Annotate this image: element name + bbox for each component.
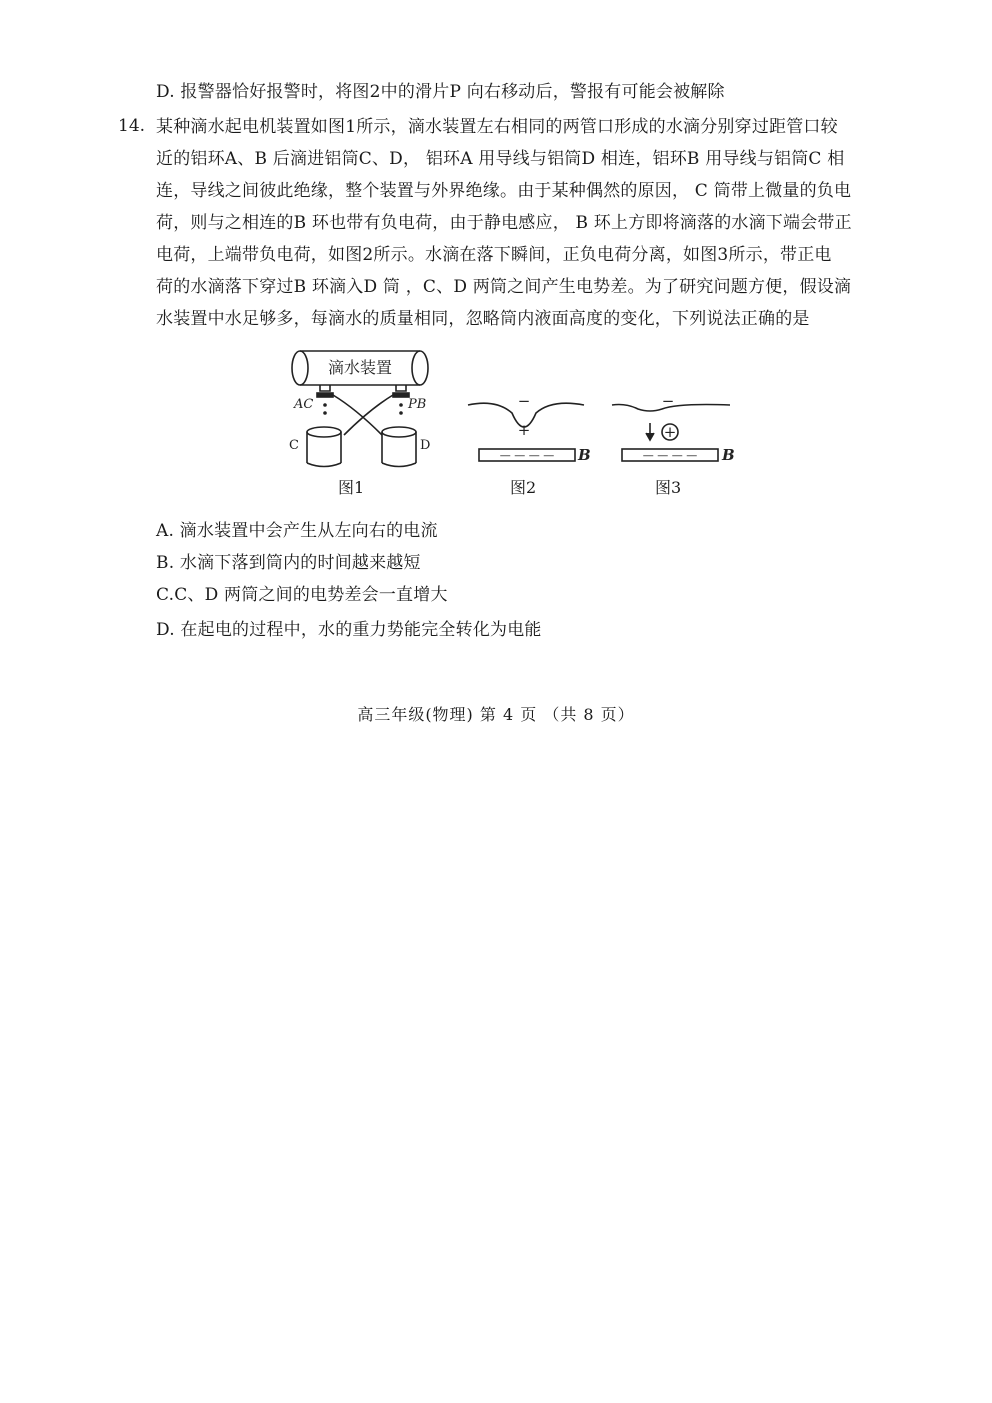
question-text-line: 近的铝环A、B 后滴进铝筒C、D， 铝环A 用导线与铝筒D 相连，铝环B 用导线与铝筒C 相 <box>156 149 845 169</box>
fig1-caption: 图1 <box>338 478 365 497</box>
fig2-labels <box>500 392 591 464</box>
fig3-plus-sign: + <box>663 423 677 441</box>
option-d: D. 在起电的过程中，水的重力势能完全转化为电能 <box>156 620 542 640</box>
cup-left-label: C <box>289 438 299 453</box>
ring-right-label: PB <box>408 397 427 412</box>
fig2-plus-sign: + <box>517 421 531 439</box>
question-text-line: 某种滴水起电机装置如图1所示，滴水装置左右相同的两管口形成的水滴分别穿过距管口较 <box>156 117 838 137</box>
fig2-minus-sign: − <box>517 392 531 410</box>
question-number: 14. <box>118 116 146 136</box>
question-text-line: 连，导线之间彼此绝缘，整个装置与外界绝缘。由于某种偶然的原因， C 筒带上微量的负电 <box>156 181 852 201</box>
fig3-minus-sign: − <box>661 392 675 410</box>
fig1-labels <box>289 358 430 453</box>
cup-right-label: D <box>420 438 431 453</box>
fig2-caption: 图2 <box>510 478 537 497</box>
question-text-line: 荷，则与之相连的B 环也带有负电荷，由于静电感应， B 环上方即将滴落的水滴下端会带正 <box>156 213 852 233</box>
question-text-line: 水装置中水足够多，每滴水的质量相同，忽略筒内液面高度的变化，下列说法正确的是 <box>156 309 810 329</box>
ring-left-label: AC <box>294 397 314 412</box>
fig3-ring-charges: — — — — <box>642 449 698 462</box>
prev-question-option-d: D. 报警器恰好报警时，将图2中的滑片P 向右移动后，警报有可能会被解除 <box>156 82 725 102</box>
option-a: A. 滴水装置中会产生从左向右的电流 <box>156 521 438 541</box>
option-b: B. 水滴下落到筒内的时间越来越短 <box>156 553 421 573</box>
fig3-caption: 图3 <box>655 478 682 497</box>
question-text-line: 电荷，上端带负电荷，如图2所示。水滴在落下瞬间，正负电荷分离，如图3所示，带正电 <box>156 245 832 265</box>
fig3-ring-label: B <box>722 446 735 464</box>
question-text-line: 荷的水滴落下穿过B 环滴入D 筒 ，C、D 两筒之间产生电势差。为了研究问题方便，假设滴 <box>156 277 852 297</box>
page-footer: 高三年级(物理) 第 4 页 （共 8 页） <box>357 705 635 724</box>
fig2-ring-charges: — — — — <box>499 449 555 462</box>
option-c: C.C、D 两筒之间的电势差会一直增大 <box>156 585 448 605</box>
fig3-labels <box>643 392 735 464</box>
figures-group <box>286 343 746 503</box>
fig2-ring-label: B <box>578 446 591 464</box>
device-label: 滴水装置 <box>327 358 393 377</box>
